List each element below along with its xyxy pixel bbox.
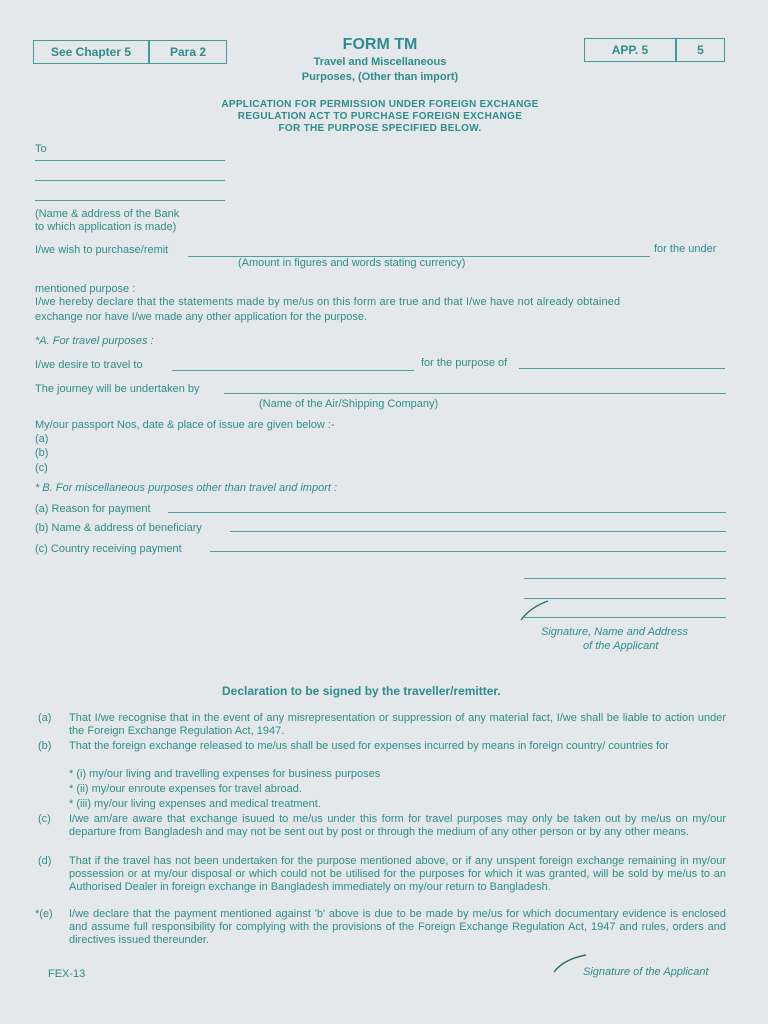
clause-text: That I/we recognise that in the event of any misrepresentation or suppression of any material fact, I/we shall be liable to action under the Foreign Exchange Regulation Act, 1947. [69,712,726,737]
clause-text: That the foreign exchange released to me/us shall be used for expenses incurred by means in foreign country/ countries for [69,740,669,752]
mentioned-purpose: mentioned purpose : [35,283,136,295]
clause-label: (b) [38,740,52,752]
signature-mark [518,598,554,624]
passport-item: (c) [35,462,48,474]
expense-item: * (i) my/our living and travelling expenses for business purposes [69,768,381,780]
application-heading: FOR THE PURPOSE SPECIFIED BELOW. [278,123,482,134]
form-subtitle: Travel and Miscellaneous [313,56,447,68]
travel-to-label: I/we desire to travel to [35,359,143,371]
bank-note: (Name & address of the Bank [35,208,180,220]
bank-address-line[interactable] [35,160,225,161]
misc-heading: * B. For miscellaneous purposes other than travel and import : [35,482,338,494]
clause-text: I/we declare that the payment mentioned against 'b' above is due to be made by me/us for which documentary evidence is enclosed and assume full responsibility for complying with the provisions of the Foreign Exchange Regulation Act, 1947 and rules, orders and directives issued thereunder. [69,908,726,946]
signature-line[interactable] [524,617,726,618]
journey-label: The journey will be undertaken by [35,383,200,395]
reason-label: (a) Reason for payment [35,503,151,515]
travel-heading: *A. For travel purposes : [35,335,154,347]
purchase-label: I/we wish to purchase/remit [35,244,169,256]
amount-note: (Amount in figures and words stating currency) [238,257,466,269]
expense-item: * (ii) my/our enroute expenses for travel abroad. [69,783,302,795]
chapter-reference: See Chapter 5 [50,45,132,59]
purpose-line[interactable] [519,368,725,369]
signature-line[interactable] [524,598,726,599]
clause-label: (c) [38,813,51,825]
country-label: (c) Country receiving payment [35,543,182,555]
applicant-signature-caption: Signature of the Applicant [583,966,709,978]
chapter-box [33,40,227,64]
signature-caption: of the Applicant [583,640,659,652]
para-reference: Para 2 [169,45,207,59]
company-line[interactable] [224,393,726,394]
signature-caption: Signature, Name and Address [541,626,688,638]
form-title: FORM TM [342,36,418,53]
application-heading: REGULATION ACT TO PURCHASE FOREIGN EXCHANGE [237,111,523,122]
clause-text: That if the travel has not been undertaken for the purpose mentioned above, or if any unspent foreign exchange remaining in my/our possession or at my/our disposal or which could not be utilised for the purposes for which it was granted, will be sold by me/us to an Authorised Dealer in foreign exchange in Bangladesh immediately on my/our return to Bangladesh. [69,855,726,893]
declaration-text: exchange nor have I/we made any other application for the purpose. [35,311,368,323]
for-the-under-text: for the under [654,243,717,255]
expense-item: * (iii) my/our living expenses and medical treatment. [69,798,321,810]
declaration-text: I/we hereby declare that the statements made by me/us on this form are true and that I/we have not already obtained [35,296,621,308]
appendix-number: 5 [697,43,704,57]
bank-note: to which application is made) [35,221,177,233]
appendix-box [584,38,725,62]
destination-line[interactable] [172,370,414,371]
purpose-of-label: for the purpose of [421,357,508,369]
bank-address-line[interactable] [35,200,225,201]
application-heading: APPLICATION FOR PERMISSION UNDER FOREIGN EXCHANGE [221,99,539,110]
clause-label: *(e) [35,908,53,920]
appendix-label: APP. 5 [611,43,649,57]
beneficiary-line[interactable] [230,531,726,532]
declaration-title: Declaration to be signed by the traveller/remitter. [222,684,501,698]
clause-text: I/we am/are aware that exchange isuued to me/us under this form for travel purposes may only be taken out by me/us on my/our departure from Bangladesh and may not be sent out by post or through the medium of any other person or by any other means. [69,813,726,838]
passport-label: My/our passport Nos, date & place of issue are given below :- [35,419,335,431]
beneficiary-label: (b) Name & address of beneficiary [35,522,202,534]
passport-item: (a) [35,433,49,445]
bank-address-line[interactable] [35,180,225,181]
country-line[interactable] [210,551,726,552]
passport-item: (b) [35,447,49,459]
clause-label: (d) [38,855,52,867]
to-label: To [35,143,47,155]
reason-line[interactable] [168,512,726,513]
company-note: (Name of the Air/Shipping Company) [259,398,439,410]
form-code: FEX-13 [48,968,86,980]
form-subtitle: Purposes, (Other than import) [301,71,459,83]
clause-label: (a) [38,712,52,724]
signature-line[interactable] [524,578,726,579]
